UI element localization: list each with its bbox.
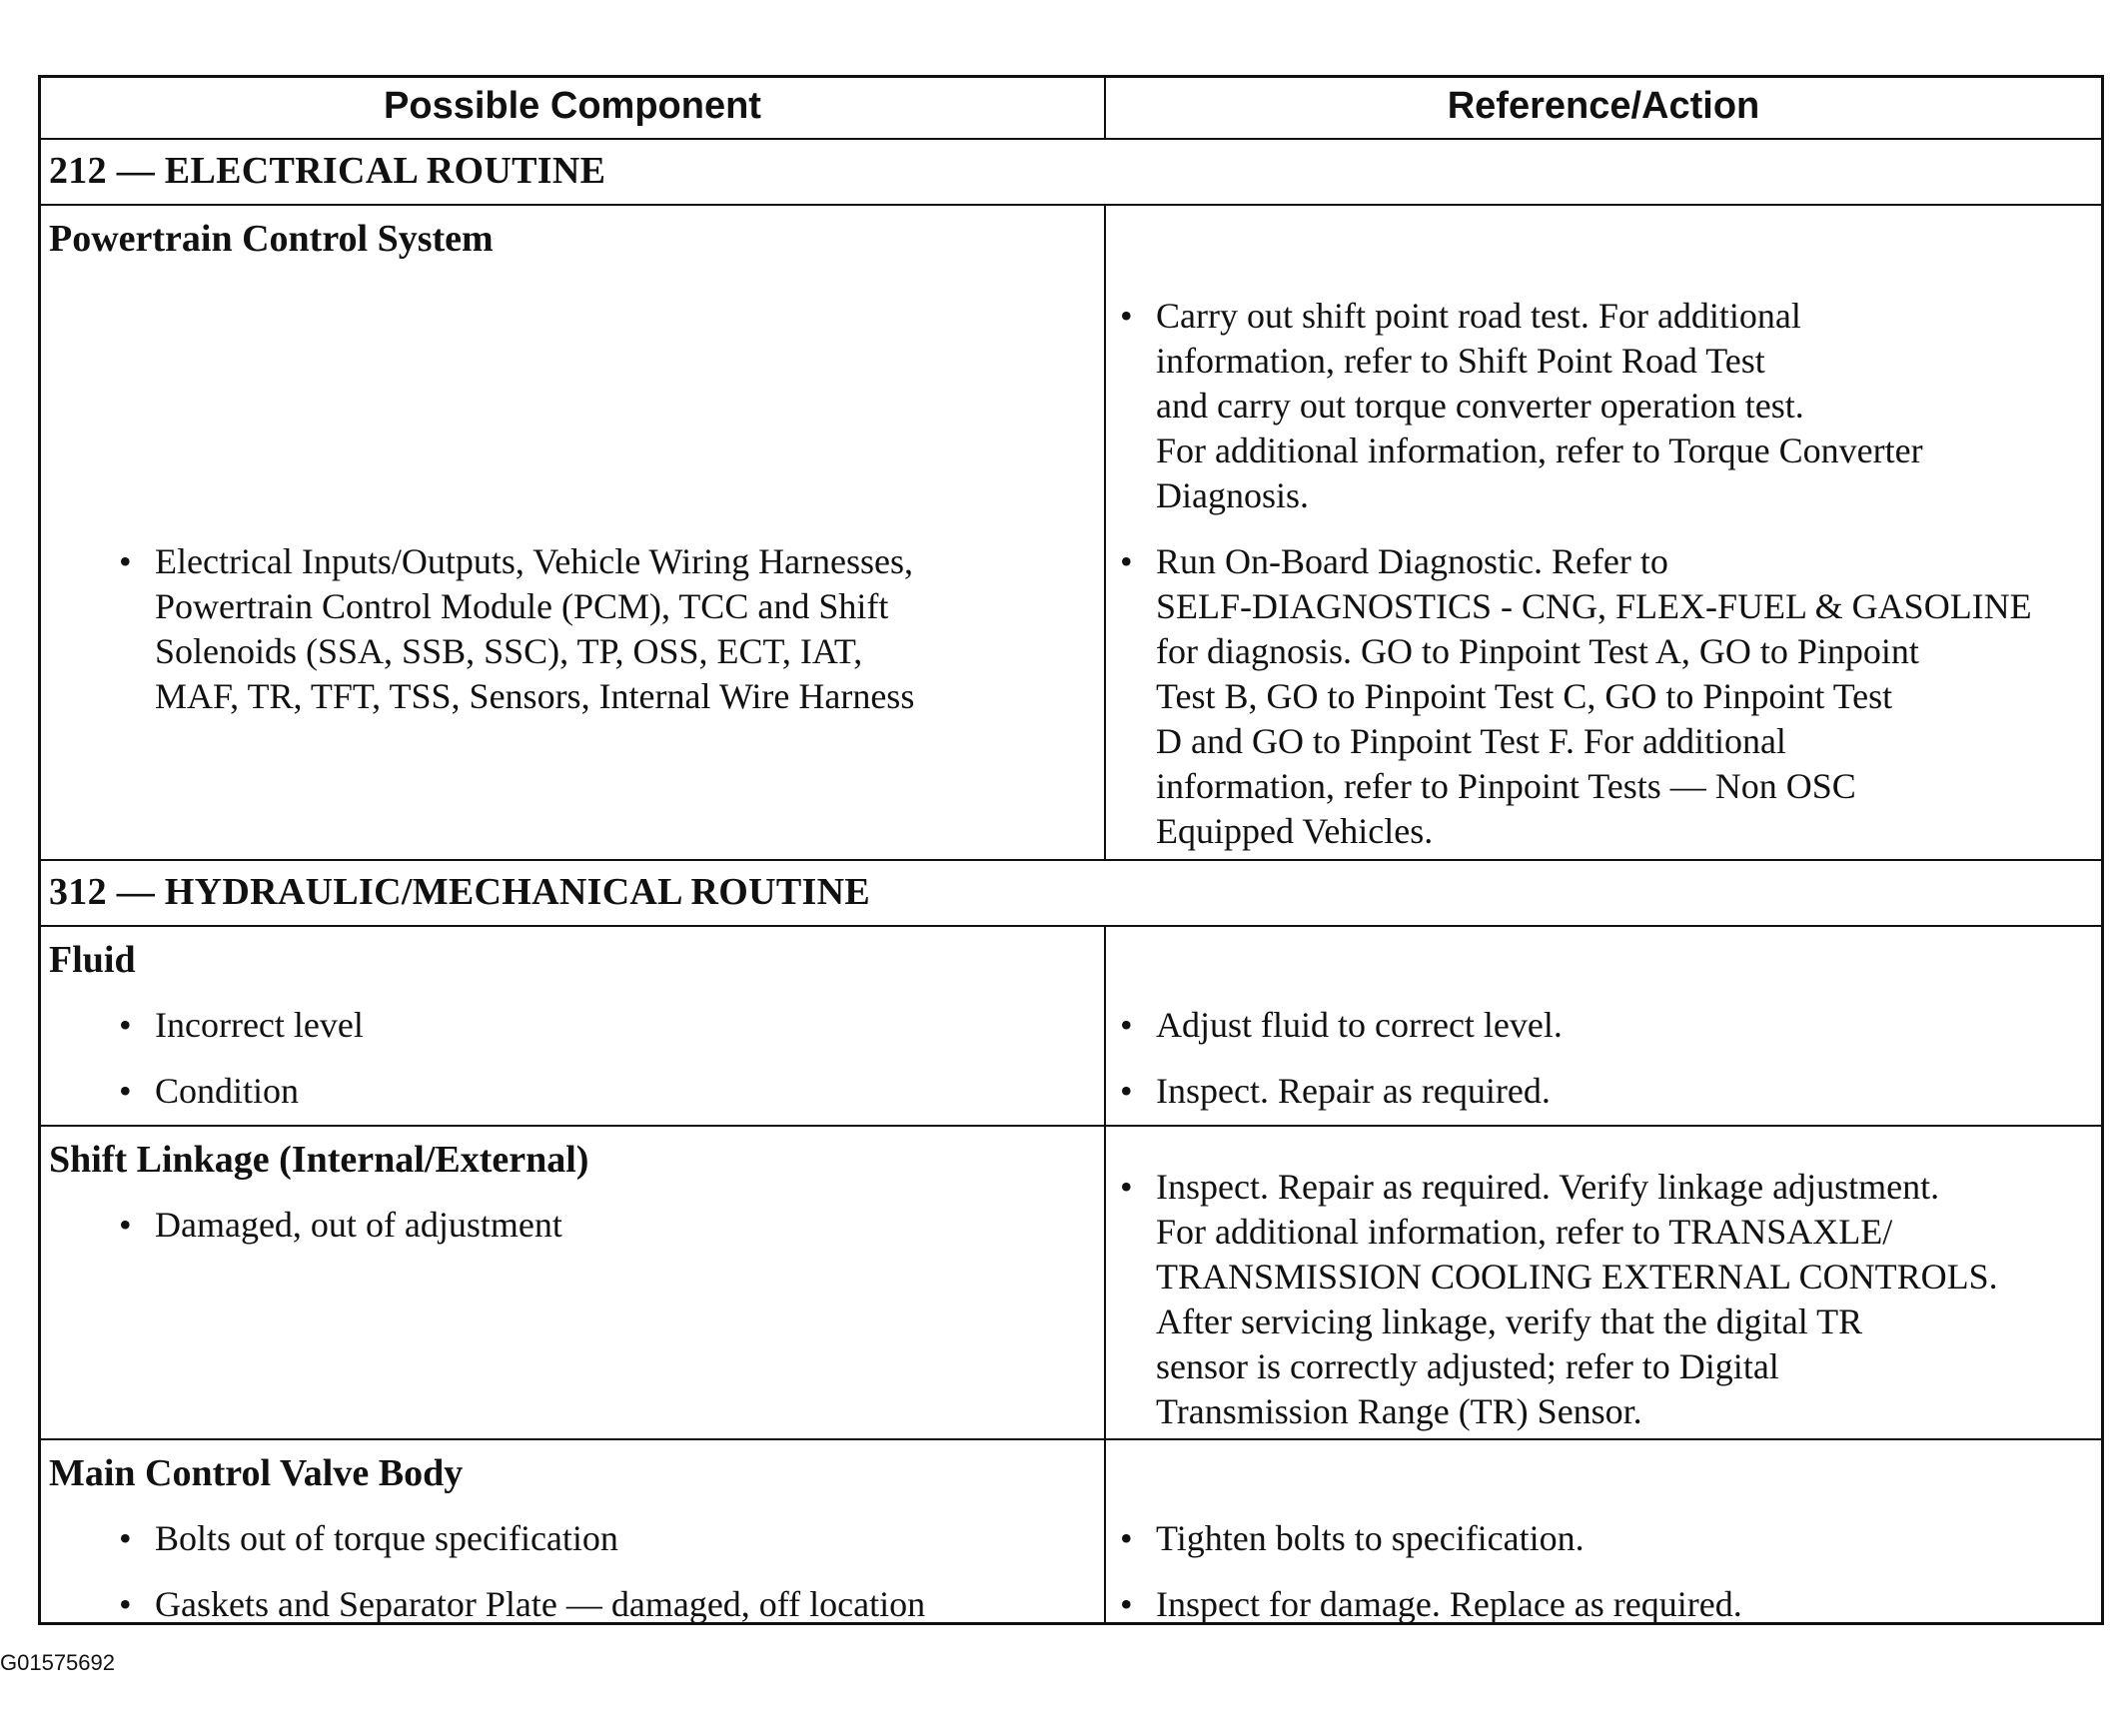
bullet-glyph: • xyxy=(1120,1518,1133,1558)
bullet-glyph: • xyxy=(1120,1071,1133,1111)
component-text: Bolts out of torque specification xyxy=(155,1518,618,1558)
action-text: Inspect. Repair as required. xyxy=(1156,1071,1551,1111)
action-cell xyxy=(1106,1440,2101,1625)
section-row-hydraulic xyxy=(41,861,2101,927)
section-row-electrical xyxy=(41,140,2101,206)
diagnostic-table xyxy=(38,75,2104,1625)
action-text: Inspect. Repair as required. Verify linkage adjustment. For additional information, refer to TRANSAXLE/ TRANSMISSION COOLING EXTERNAL CONTROLS. After servicing linkage, verify that the digital TR sensor is correctly adjusted; refer to Digital Transmission Range (TR) Sensor. xyxy=(1156,1167,1998,1431)
group-row-shift-linkage xyxy=(41,1127,2101,1440)
component-text: Gaskets and Separator Plate — damaged, off location xyxy=(155,1584,926,1624)
action-text: Carry out shift point road test. For additional information, refer to Shift Point Road Test and carry out torque converter operation test. For additional information, refer to Torque Converter Diagnosis. xyxy=(1156,296,1923,515)
column-header-action: Reference/Action xyxy=(1447,85,1760,127)
action-cell xyxy=(1106,927,2101,1125)
group-title: Powertrain Control System xyxy=(49,218,494,260)
bullet-glyph: • xyxy=(1120,1584,1133,1624)
figure-id: G01575692 xyxy=(0,1650,115,1675)
bullet-glyph: • xyxy=(1120,1167,1133,1207)
group-title: Shift Linkage (Internal/External) xyxy=(49,1139,589,1181)
bullet-glyph: • xyxy=(119,1584,132,1624)
group-row-valve-body xyxy=(41,1440,2101,1625)
bullet-glyph: • xyxy=(119,1005,132,1045)
component-cell xyxy=(41,206,1106,859)
action-text: Adjust fluid to correct level. xyxy=(1156,1005,1563,1045)
action-text: Inspect for damage. Replace as required. xyxy=(1156,1584,1742,1624)
bullet-glyph: • xyxy=(119,1518,132,1558)
component-cell xyxy=(41,1127,1106,1438)
bullet-glyph: • xyxy=(1120,1005,1133,1045)
component-text: Incorrect level xyxy=(155,1005,364,1045)
action-text: Tighten bolts to specification. xyxy=(1156,1518,1585,1558)
column-header-component: Possible Component xyxy=(41,78,1106,138)
bullet-glyph: • xyxy=(119,1071,132,1111)
bullet-glyph: • xyxy=(1120,541,1133,581)
table-header-row xyxy=(41,78,2101,140)
group-row-powertrain xyxy=(41,206,2101,861)
bullet-glyph: • xyxy=(1120,296,1133,336)
component-cell xyxy=(41,1440,1106,1625)
section-title: 312 — HYDRAULIC/MECHANICAL ROUTINE xyxy=(49,871,870,913)
section-title: 212 — ELECTRICAL ROUTINE xyxy=(49,150,606,192)
action-text: Run On-Board Diagnostic. Refer to SELF-DIAGNOSTICS - CNG, FLEX-FUEL & GASOLINE for diagnosis. GO to Pinpoint Test A, GO to Pinpoint Test B, GO to Pinpoint Test C, GO to Pinpoint Test D and GO to Pinpoint Test F. For additional information, refer to Pinpoint Tests — Non OSC Equipped Vehicles. xyxy=(1156,541,2032,851)
group-row-fluid xyxy=(41,927,2101,1127)
action-cell xyxy=(1106,1127,2101,1438)
group-title: Fluid xyxy=(49,939,136,981)
bullet-glyph: • xyxy=(119,541,132,581)
component-text: Electrical Inputs/Outputs, Vehicle Wiring Harnesses, Powertrain Control Module (PCM), TCC and Shift Solenoids (SSA, SSB, SSC), TP, OSS, ECT, IAT, MAF, TR, TFT, TSS, Sensors, Internal Wire Harness xyxy=(155,541,915,716)
group-title: Main Control Valve Body xyxy=(49,1452,464,1494)
component-cell xyxy=(41,927,1106,1125)
action-cell xyxy=(1106,206,2101,859)
bullet-glyph: • xyxy=(119,1205,132,1245)
component-text: Damaged, out of adjustment xyxy=(155,1205,562,1245)
component-text: Condition xyxy=(155,1071,300,1111)
